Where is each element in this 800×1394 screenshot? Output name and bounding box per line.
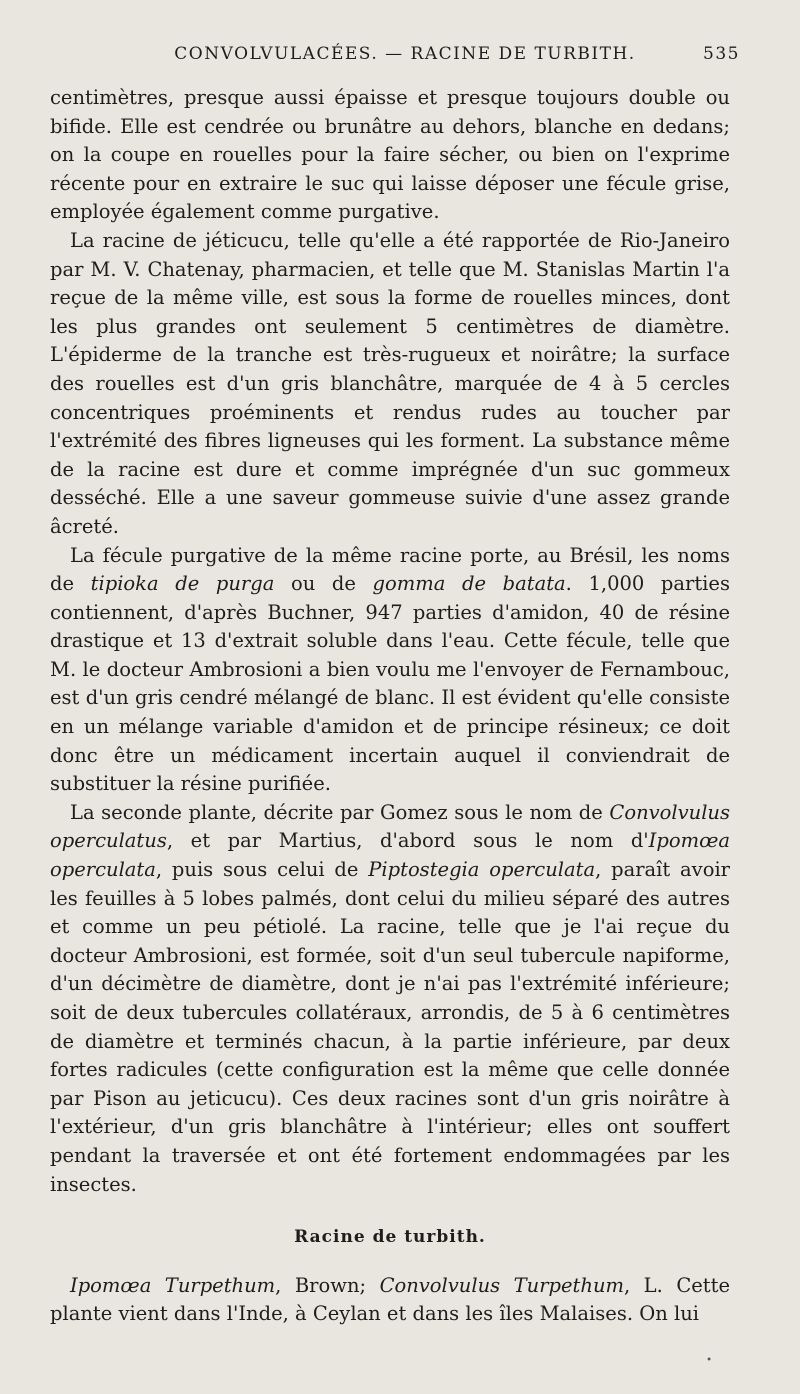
paragraph: [50, 799, 730, 1199]
italic-text: Convolvulus Turpethum: [379, 1273, 624, 1297]
text-run: La racine de jéticucu, telle qu'elle a été rapportée de Rio-Janeiro par M. V. Chatenay, pharmacien, et telle que M. Stanislas Martin l'a reçue de la même ville, est sous la forme de rouelles minces, dont les plus grandes ont seulement 5 centimètres de diamètre. L'épiderme de la tranche est très-rugueux et noirâtre; la surface des rouelles est d'un gris blanchâtre, marquée de 4 à 5 cercles concentriques proéminents et rendus rudes au toucher par l'extrémité des fibres ligneuses qui les forment. La substance même de la racine est dure et comme imprégnée d'un suc gommeux desséché. Elle a une saveur gommeuse suivie d'une assez grande âcreté.: [50, 228, 730, 538]
text-run: , paraît avoir les feuilles à 5 lobes palmés, dont celui du milieu séparé des autres et comme un peu pétiolé. La racine, telle que je l'ai reçue du docteur Ambrosioni, est formée, soit d'un seul tubercule napiforme, d'un décimètre de diamètre, dont je n'ai pas l'extrémité inférieure; soit de deux tubercules collatéraux, arrondis, de 5 à 6 centimètres de diamètre et terminés chacun, à la partie inférieure, par deux fortes radicules (cette configuration est la même que celle donnée par Pison au jeticucu). Ces deux racines sont d'un gris noirâtre à l'extérieur, d'un gris blanchâtre à l'intérieur; elles ont souffert pendant la traversée et ont été fortement endommagées par les insectes.: [50, 858, 730, 1196]
text-run: , L. Cette plante vient dans l'Inde, à Ceylan et dans les îles Malaises. On lui: [50, 1273, 730, 1326]
text-run: . 1,000 parties contiennent, d'après Buchner, 947 parties d'amidon, 40 de résine drastique et 13 d'extrait soluble dans l'eau. Cette fécule, telle que M. le docteur Ambrosioni a bien voulu me l'envoyer de Fernambouc, est d'un gris cendré mélangé de blanc. Il est évident qu'elle consiste en un mélange variable d'amidon et de principe résineux; ce doit donc être un médicament incertain auquel il conviendrait de substituer la résine purifiée.: [50, 572, 730, 796]
section-heading: Racine de turbith.: [294, 1227, 486, 1248]
text-run: ou de: [274, 572, 373, 596]
italic-text: Ipomœa Turpethum: [70, 1273, 276, 1297]
final-paragraph-container: [50, 1272, 730, 1329]
italic-text: tipioka de purga: [90, 572, 275, 596]
stray-mark: •: [706, 1355, 712, 1366]
text-run: , et par Martius, d'abord sous le nom d': [166, 829, 649, 853]
paragraph: [50, 542, 730, 799]
italic-text: Piptostegia operculata: [368, 858, 596, 882]
italic-text: Convolvulus operculatus: [50, 800, 730, 853]
text-run: , Brown;: [275, 1273, 380, 1297]
page-number: 535: [703, 44, 740, 64]
text-run: centimètres, presque aussi épaisse et presque toujours double ou bifide. Elle est cendrée ou brunâtre au dehors, blanche en dedans; on la coupe en rouelles pour la faire sécher, ou bien on l'exprime récente pour en extraire le suc qui laisse déposer une fécule grise, employée également comme purgative.: [50, 86, 730, 224]
running-title: CONVOLVULACÉES. — RACINE DE TURBITH.: [174, 44, 636, 64]
paragraph: [50, 84, 730, 227]
italic-text: gomma de batata: [372, 572, 566, 596]
text-run: La fécule purgative de la même racine porte, au Brésil, les noms de: [50, 543, 730, 596]
italic-text: Ipomœa operculata: [50, 829, 730, 882]
paragraph: [50, 1272, 730, 1329]
text-run: , puis sous celui de: [155, 858, 369, 882]
text-run: La seconde plante, décrite par Gomez sous le nom de: [70, 800, 610, 824]
paragraph: [50, 227, 730, 542]
running-header: [50, 44, 740, 74]
page-body: [50, 84, 730, 1329]
paragraph-group: [50, 84, 730, 1199]
